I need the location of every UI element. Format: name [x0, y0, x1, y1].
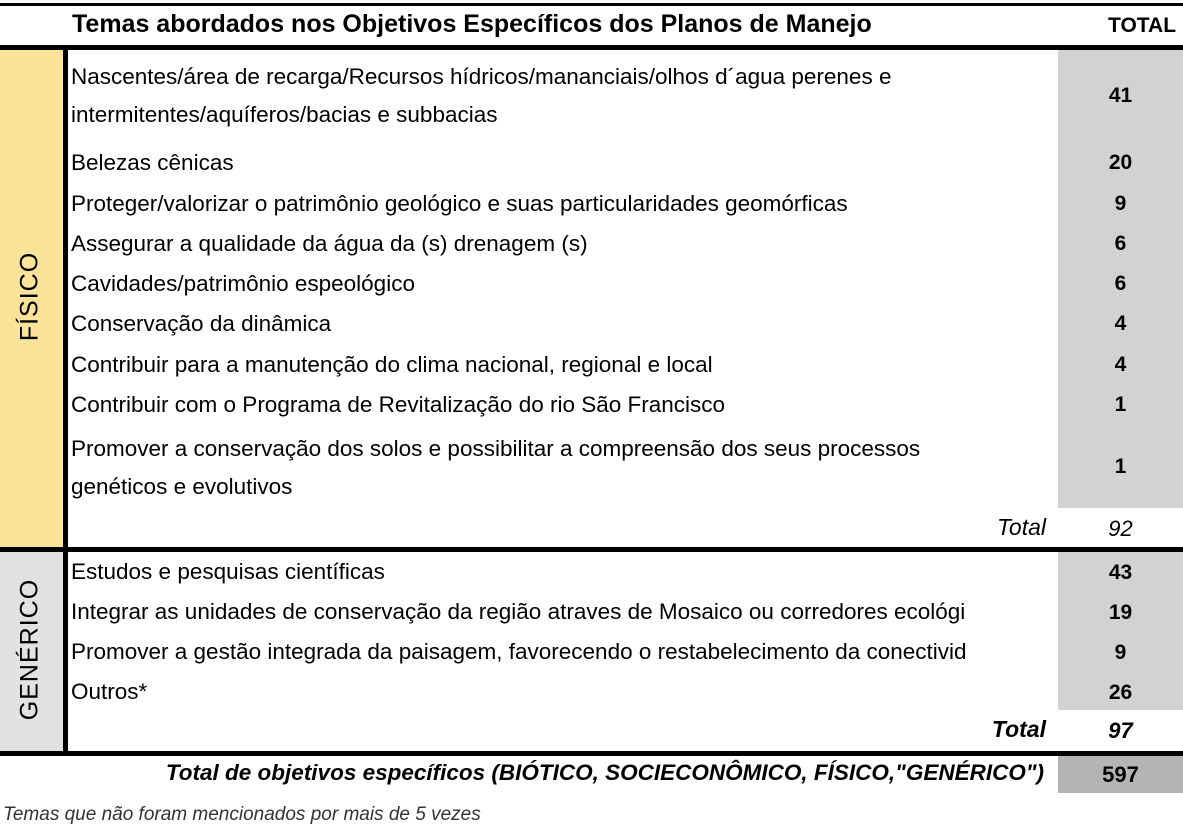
- fisico-row-value: 1: [1114, 393, 1127, 416]
- fisico-row-value: 6: [1114, 272, 1127, 295]
- fisico-row-label: Contribuir com o Programa de Revitalização do rio São Francisco: [71, 392, 726, 417]
- generico-row-label: Outros*: [71, 679, 148, 704]
- table-title: Temas abordados nos Objetivos Específicos dos Planos de Manejo: [72, 10, 872, 38]
- top-border: [0, 3, 1183, 6]
- generico-row-value: 43: [1108, 561, 1133, 584]
- category-divider: [63, 50, 68, 752]
- fisico-row-label: Assegurar a qualidade da água da (s) drenagem (s): [71, 231, 588, 256]
- generico-total-label: Total: [991, 716, 1046, 742]
- fisico-row-label: Nascentes/área de recarga/Recursos hídricos/mananciais/olhos d´agua perenes e intermitentes/aquíferos/bacias e subbacias: [71, 64, 892, 127]
- generico-row-label: Promover a gestão integrada da paisagem, favorecendo o restabelecimento da conectivid: [71, 639, 967, 664]
- generico-category-label: GENÉRICO: [15, 578, 44, 721]
- table-bottom-border: [0, 751, 1183, 756]
- fisico-row-value: 41: [1108, 84, 1133, 107]
- fisico-row-label: Promover a conservação dos solos e possibilitar a compreensão dos seus processos genéticos e evolutivos: [71, 436, 921, 499]
- fisico-category-label: FÍSICO: [15, 251, 44, 342]
- generico-row-label: Estudos e pesquisas científicas: [71, 559, 385, 584]
- generico-total-value: 97: [1108, 718, 1133, 743]
- generico-row-value: 9: [1114, 641, 1127, 664]
- fisico-row-value: 4: [1114, 312, 1127, 335]
- fisico-row-value: 9: [1114, 192, 1127, 215]
- total-column-header: TOTAL: [1108, 14, 1177, 37]
- footnote: Temas que não foram mencionados por mais de 5 vezes: [3, 804, 481, 825]
- fisico-row-label: Proteger/valorizar o patrimônio geológico e suas particularidades geomórficas: [71, 191, 848, 216]
- section-divider: [0, 547, 1183, 552]
- fisico-row-label: Conservação da dinâmica: [71, 311, 332, 336]
- fisico-row-label: Belezas cênicas: [71, 150, 234, 175]
- grand-total-label: Total de objetivos específicos (BIÓTICO, SOCIECONÔMICO, FÍSICO,"GENÉRICO"): [165, 760, 1044, 785]
- fisico-row-value: 4: [1114, 353, 1127, 376]
- generico-row-value: 26: [1108, 681, 1133, 704]
- fisico-row-value: 20: [1108, 151, 1133, 174]
- fisico-row-label: Cavidades/patrimônio espeológico: [71, 271, 415, 296]
- generico-row-label: Integrar as unidades de conservação da região atraves de Mosaico ou corredores ecológi: [71, 599, 966, 624]
- fisico-total-label: Total: [996, 514, 1046, 540]
- fisico-row-value: 6: [1114, 232, 1127, 255]
- generico-row-value: 19: [1108, 601, 1133, 624]
- fisico-row-label: Contribuir para a manutenção do clima nacional, regional e local: [71, 352, 713, 377]
- fisico-total-value: 92: [1108, 516, 1133, 541]
- fisico-row-value: 1: [1114, 455, 1127, 478]
- header-border: [0, 45, 1183, 50]
- grand-total-value: 597: [1058, 756, 1183, 793]
